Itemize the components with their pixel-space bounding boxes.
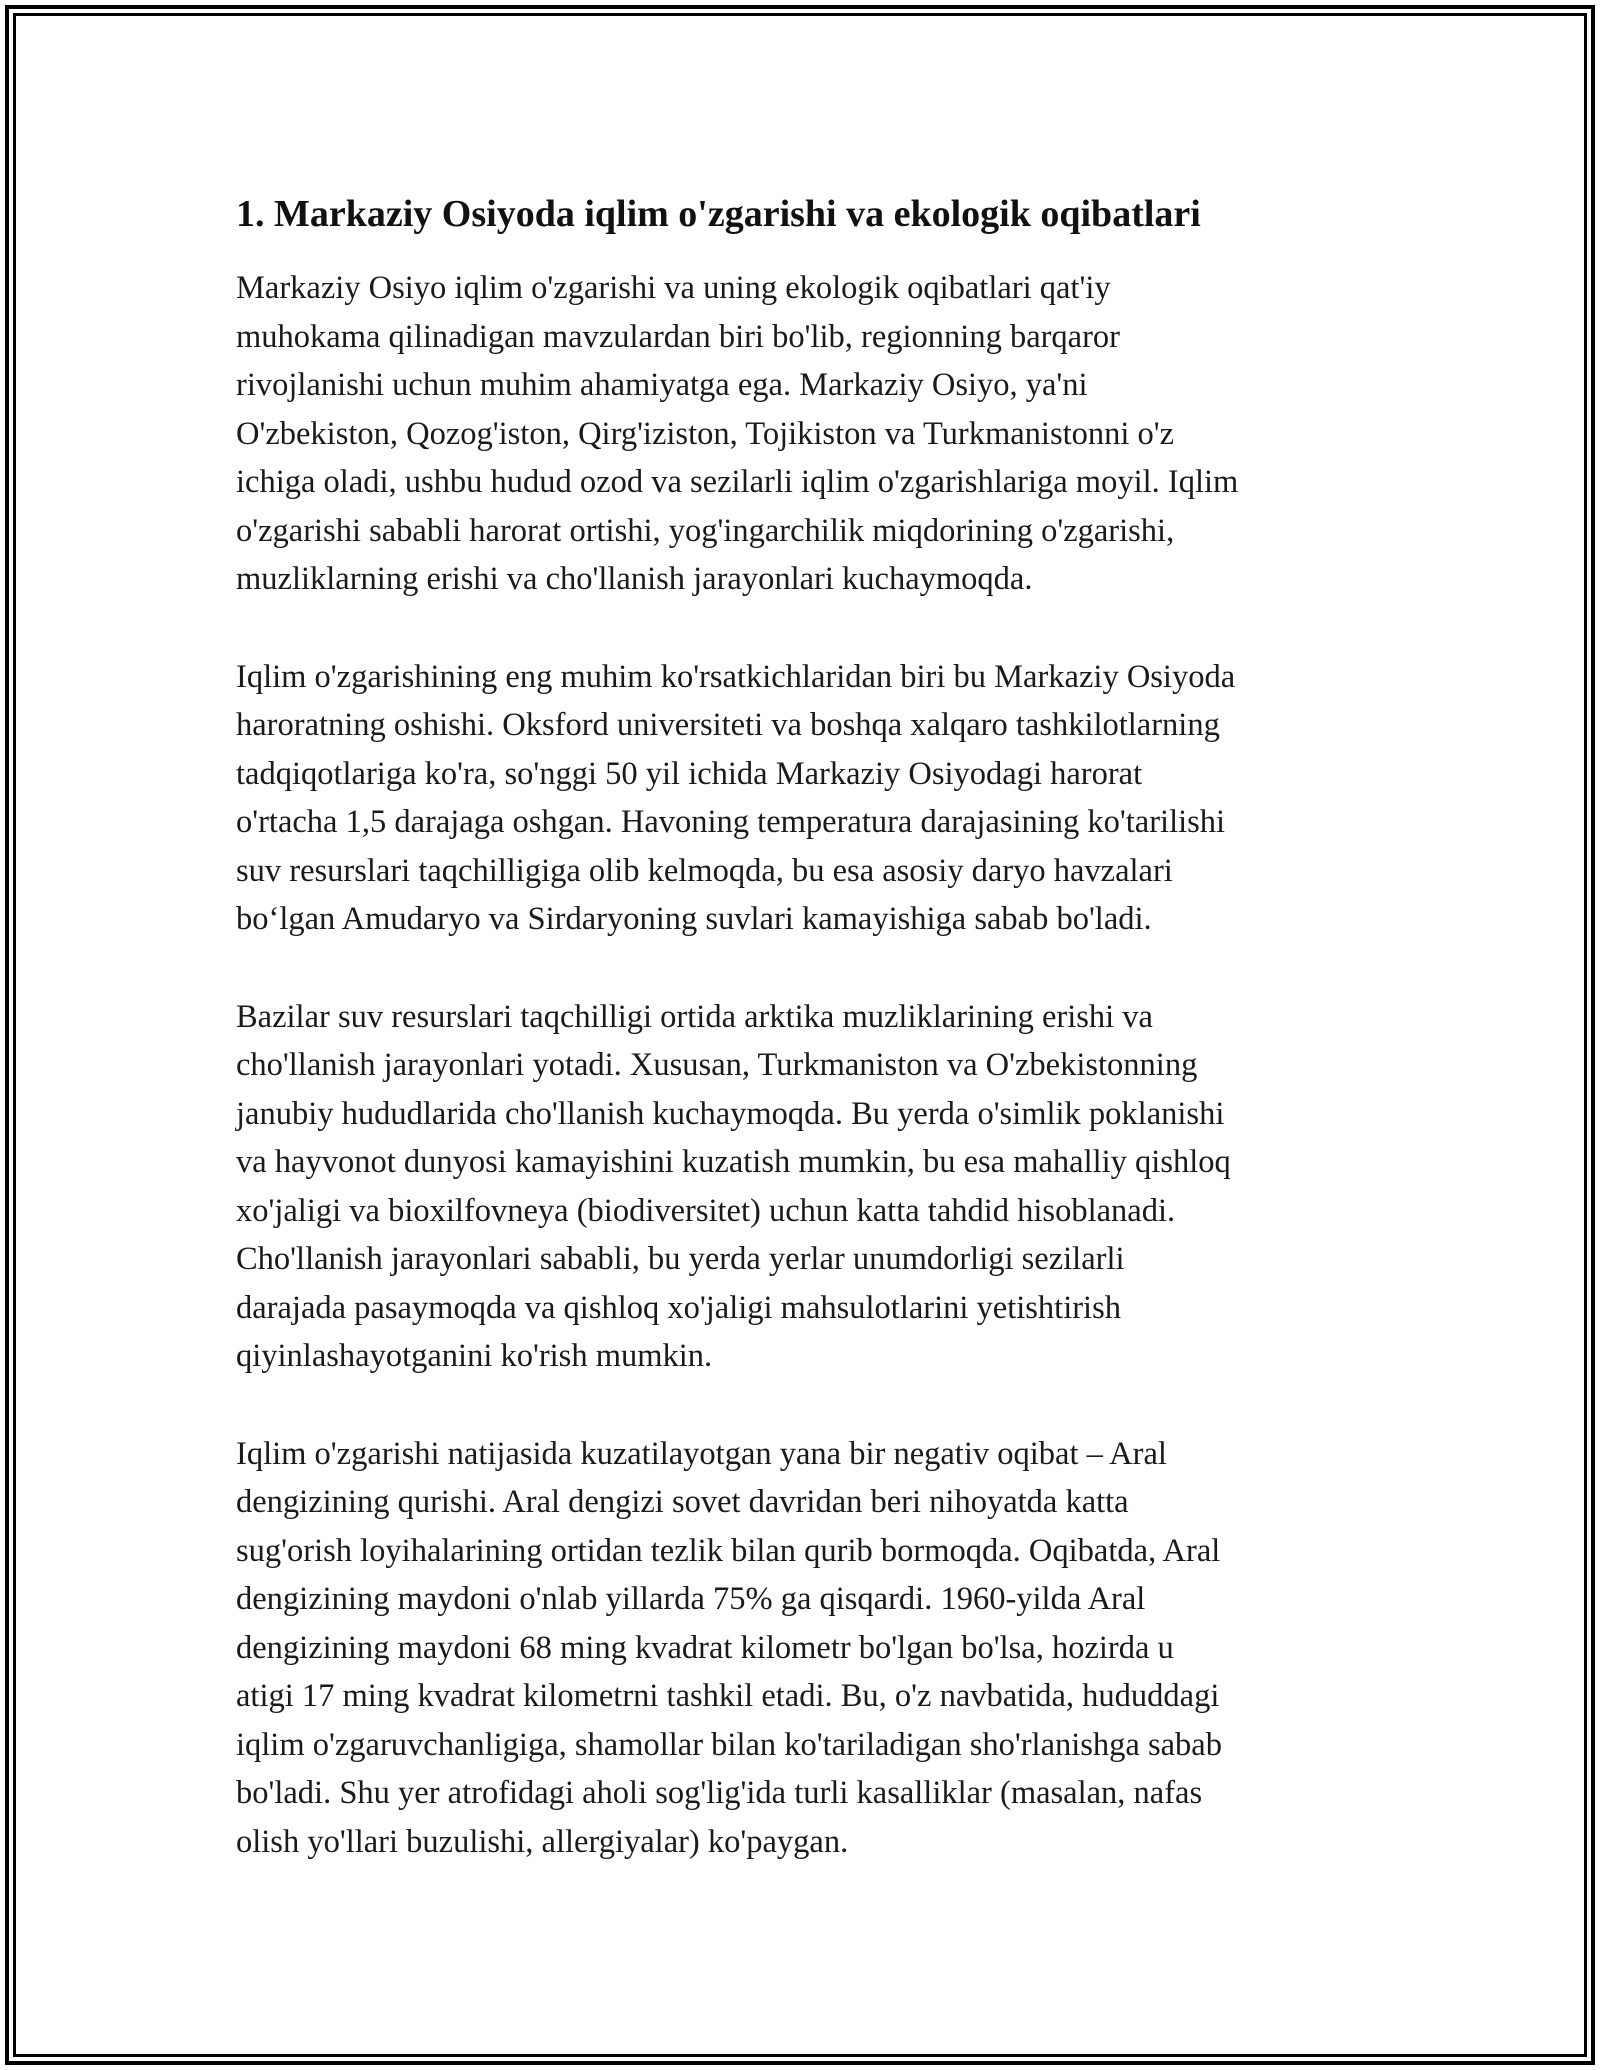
paragraph-2: Iqlim o'zgarishining eng muhim ko'rsatkichlaridan biri bu Markaziy Osiyoda haroratning oshishi. Oksford universiteti va boshqa xalqaro tashkilotlarning tadqiqotlariga ko'ra, so'nggi 50 yil ichida Markaziy Osiyodagi harorat o'rtacha 1,5 darajaga oshgan. Havoning temperatura darajasining ko'tarilishi suv resurslari taqchilligiga olib kelmoqda, bu esa asosiy daryo havzalari bo‘lgan Amudaryo va Sirdaryoning suvlari kamayishiga sabab bo'ladi.	[236, 658, 1236, 937]
paragraph-1: Markaziy Osiyo iqlim o'zgarishi va uning ekologik oqibatlari qat'iy muhokama qilinadigan mavzulardan biri bo'lib, regionning barqaror rivojlanishi uchun muhim ahamiyatga ega. Markaziy Osiyo, ya'ni O'zbekiston, Qozog'iston, Qirg'iziston, Tojikiston va Turkmanistonni o'z ichiga oladi, ushbu hudud ozod va sezilarli iqlim o'zgarishlariga moyil. Iqlim o'zgarishi sababli harorat ortishi, yog'ingarchilik miqdorining o'zgarishi, muzliklarning erishi va cho'llanish jarayonlari kuchaymoqda.	[236, 270, 1239, 597]
section-title: 1. Markaziy Osiyoda iqlim o'zgarishi va ekologik oqibatlari	[236, 193, 1201, 235]
paragraph-4: Iqlim o'zgarishi natijasida kuzatilayotgan yana bir negativ oqibat – Aral dengizining qurishi. Aral dengizi sovet davridan beri nihoyatda katta sug'orish loyihalarining ortidan tezlik bilan qurib bormoqda. Oqibatda, Aral dengizining maydoni o'nlab yillarda 75% ga qisqardi. 1960-yilda Aral dengizining maydoni 68 ming kvadrat kilometr bo'lgan bo'lsa, hozirda u atigi 17 ming kvadrat kilometrni tashkil etadi. Bu, o'z navbatida, hududdagi iqlim o'zgaruvchanligiga, shamollar bilan ko'tariladigan sho'rlanishga sabab bo'ladi. Shu yer atrofidagi aholi sog'lig'ida turli kasalliklar (masalan, nafas olish yo'llari buzulishi, allergiyalar) ko'paygan.	[236, 1435, 1222, 1860]
document-body	[236, 190, 1386, 1915]
paragraph-3: Bazilar suv resurslari taqchilligi ortida arktika muzliklarining erishi va cho'llanish jarayonlari yotadi. Xususan, Turkmaniston va O'zbekistonning janubiy hududlarida cho'llanish kuchaymoqda. Bu yerda o'simlik poklanishi va hayvonot dunyosi kamayishini kuzatish mumkin, bu esa mahalliy qishloq xo'jaligi va bioxilfovneya (biodiversitet) uchun katta tahdid hisoblanadi. Cho'llanish jarayonlari sababli, bu yerda yerlar unumdorligi sezilarli darajada pasaymoqda va qishloq xo'jaligi mahsulotlarini yetishtirish qiyinlashayotganini ko'rish mumkin.	[236, 998, 1231, 1374]
